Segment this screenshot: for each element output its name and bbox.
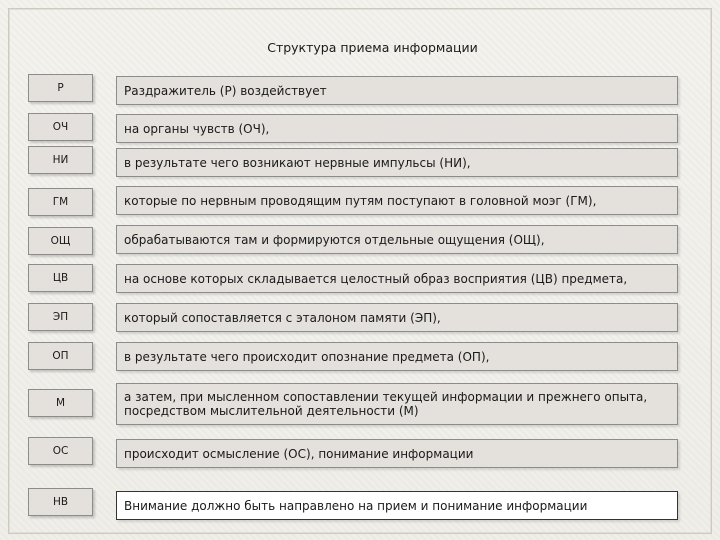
code-box-gm: ГМ bbox=[28, 188, 93, 216]
desc-box-ni bbox=[116, 148, 678, 177]
desc-text: Внимание должно быть направлено на прием и понимание информации bbox=[124, 498, 588, 513]
desc-text: происходит осмысление (ОС), понимание информации bbox=[124, 446, 474, 461]
desc-box-tsv bbox=[116, 264, 678, 293]
code-box-och: ОЧ bbox=[28, 113, 93, 141]
desc-box-m bbox=[116, 383, 678, 425]
desc-text: в результате чего происходит опознание предмета (ОП), bbox=[124, 349, 490, 364]
desc-box-och bbox=[116, 114, 678, 143]
desc-box-ep bbox=[116, 303, 678, 332]
desc-box-op bbox=[116, 342, 678, 371]
desc-text: обрабатываются там и формируются отдельные ощущения (ОЩ), bbox=[124, 232, 545, 247]
desc-text: Раздражитель (Р) воздействует bbox=[124, 83, 327, 98]
desc-text: в результате чего возникают нервные импульсы (НИ), bbox=[124, 155, 471, 170]
code-box-nv: НВ bbox=[28, 488, 93, 516]
desc-text: на основе которых складывается целостный образ восприятия (ЦВ) предмета, bbox=[124, 271, 628, 286]
code-box-m: М bbox=[28, 389, 93, 417]
desc-text: которые по нервным проводящим путям поступают в головной моэг (ГМ), bbox=[124, 193, 597, 208]
code-box-op: ОП bbox=[28, 342, 93, 370]
desc-box-os bbox=[116, 439, 678, 468]
desc-box-gm bbox=[116, 186, 678, 215]
desc-text: на органы чувств (ОЧ), bbox=[124, 121, 270, 136]
desc-text-line-1: а затем, при мысленном сопоставлении текущей информации и прежнего опыта, bbox=[124, 389, 648, 404]
code-box-os: ОС bbox=[28, 437, 93, 465]
desc-text-line-2: посредством мыслительной деятельности (М) bbox=[124, 404, 419, 418]
desc-text: который сопоставляется с эталоном памяти (ЭП), bbox=[124, 310, 441, 325]
code-box-tsv: ЦВ bbox=[28, 264, 93, 292]
code-box-r: Р bbox=[28, 74, 93, 102]
code-box-ni: НИ bbox=[28, 146, 93, 174]
desc-box-oshch bbox=[116, 225, 678, 254]
code-box-ep: ЭП bbox=[28, 303, 93, 331]
page-title: Структура приема информации bbox=[267, 40, 478, 55]
desc-box-r bbox=[116, 76, 678, 105]
code-box-oshch: ОЩ bbox=[28, 227, 93, 255]
desc-box-nv bbox=[116, 491, 678, 520]
